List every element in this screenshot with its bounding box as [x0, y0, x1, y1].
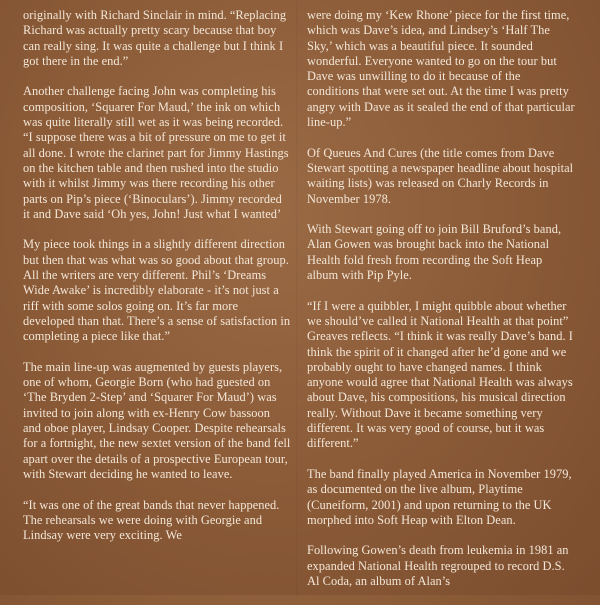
paragraph: With Stewart going off to join Bill Bruford’s band, Alan Gowen was brought back into the National Health fold fresh from recording the Soft Heap album with Pip Pyle.	[307, 222, 562, 283]
paragraph: “If I were a quibbler, I might quibble about whether we should’ve called it National Health at that point” Greaves reflects. “I think it was really Dave’s band. I think the spirit of it changed after he’d gone and we probably ought to have changed names. I think anyone would agree that National Health was always about Dave, his compositions, his musical direction really. Without Dave it became something very different. It was very good of course, but it was different.”	[307, 298, 573, 451]
paragraph: The main line-up was augmented by guests players, one of whom, Georgie Born (who had guested on ‘The Bryden 2-Step’ and ‘Squarer For Maud’) was invited to join along with ex-Henry Cow bassoon and oboe player, Lindsay Cooper. Despite rehearsals for a fortnight, the new sextet version of the band fell apart over the details of a prospective European tour, with Stewart deciding he wanted to leave.	[23, 359, 291, 481]
paragraph: Another challenge facing John was completing his composition, ‘Squarer For Maud,’ the ink on which was quite literally still wet as it was being recorded. “I suppose there was a bit of pressure on me to get it all done. I wrote the clarinet part for Jimmy Hastings on the kitchen table and then rushed into the studio with it whilst Jimmy was there recording his other parts on Pip’s piece (‘Binoculars’). Jimmy recorded it and Dave said ‘Oh yes, John! Just what I wanted’	[23, 84, 289, 221]
paragraph: Following Gowen’s death from leukemia in 1981 an expanded National Health regrouped to record D.S. Al Coda, an album of Alan’s	[307, 543, 569, 588]
paragraph: originally with Richard Sinclair in mind. “Replacing Richard was actually pretty scary because that boy can really sing. It was quite a challenge but I think I got there in the end.”	[23, 8, 287, 68]
paragraph: Of Queues And Cures (the title comes from Dave Stewart spotting a newspaper headline about hospital waiting lists) was released on Charly Records in November 1978.	[307, 145, 574, 206]
right-column	[307, 8, 575, 605]
column-gutter	[296, 0, 298, 595]
paragraph: were doing my ‘Kew Rhone’ piece for the first time, which was Dave’s idea, and Lindsey’s ‘Half The Sky,’ which was a beautiful piece. It sounded wonderful. Everyone wanted to go on the tour but Dave was unwilling to do it because of the conditions that were set out. At the time I was pretty angry with Dave as it sealed the end of that particular line-up.”	[307, 8, 575, 130]
paragraph: The band finally played America in November 1979, as documented on the live album, Playtime (Cuneiform, 2001) and upon returning to the UK morphed into Soft Heap with Elton Dean.	[307, 466, 572, 527]
paragraph: “It was one of the great bands that never happened. The rehearsals we were doing with Georgie and Lindsay were very exciting. We	[23, 497, 280, 543]
paragraph: My piece took things in a slightly different direction but then that was what was so good about that group. All the writers are very different. Phil’s ‘Dreams Wide Awake’ is incredibly elaborate - it’s not just a riff with some solos going on. It’s far more developed than that. There’s a sense of satisfaction in completing a piece like that.”	[23, 237, 291, 344]
left-column	[23, 8, 291, 559]
